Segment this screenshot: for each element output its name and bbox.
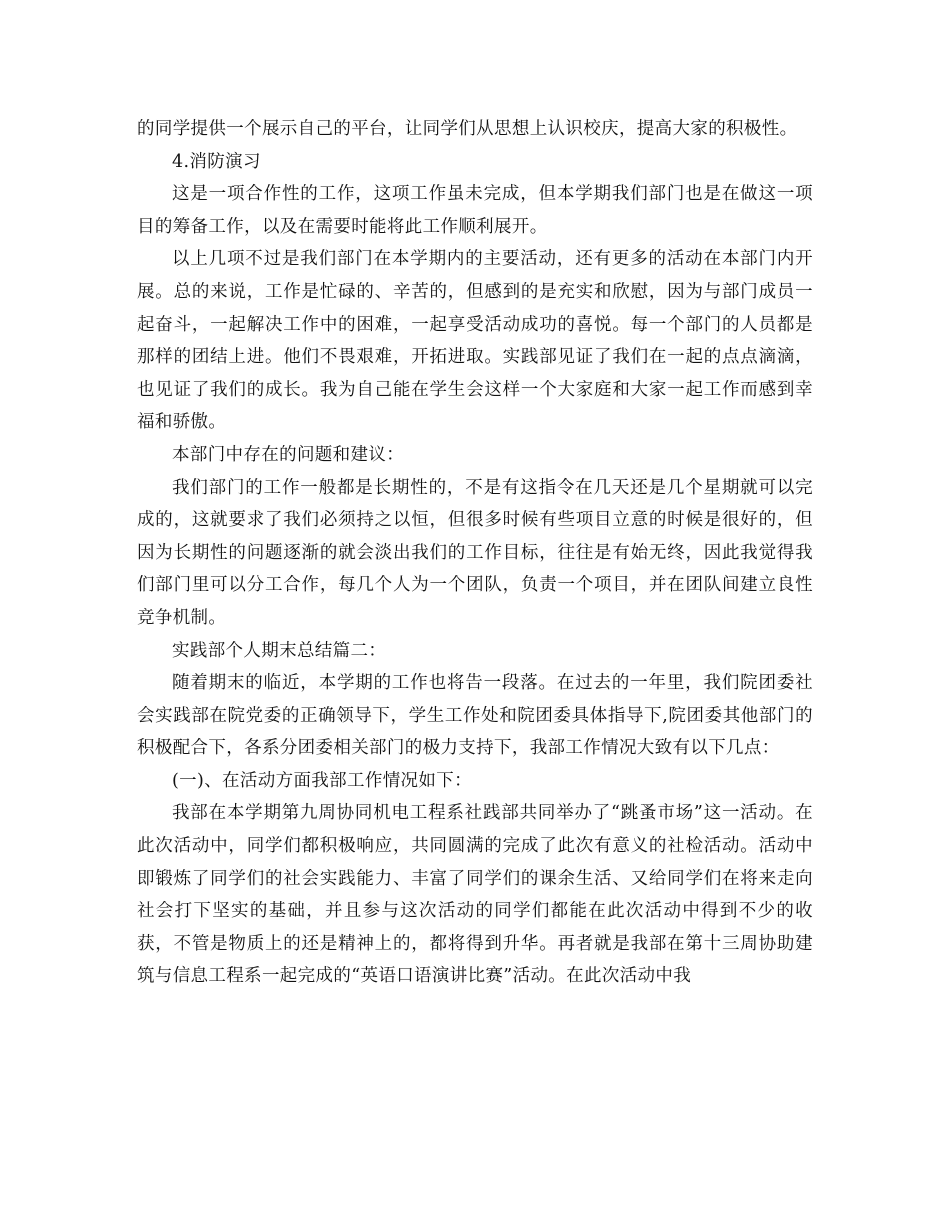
paragraph-7-heading: 实践部个人期末总结篇二： xyxy=(172,640,387,661)
paragraph-6: 我们部门的工作一般都是长期性的，不是有这指令在几天还是几个星期就可以完成的，这就要求了我们必须持之以恒，但很多时候有些项目立意的时候是很好的，但因为长期性的问题逐渐的就会淡出我们的工作目标，往往是有始无终，因此我觉得我们部门里可以分工合作，每几个人为一个团队，负责一个项目，并在团队间建立良性竞争机制。 xyxy=(137,477,813,628)
paragraph-2-heading: 4.消防演习 xyxy=(172,151,261,172)
paragraph-3: 这是一项合作性的工作，这项工作虽未完成，但本学期我们部门也是在做这一项目的筹备工作，以及在需要时能将此工作顺利展开。 xyxy=(137,184,813,237)
paragraph-9-heading: (一)、在活动方面我部工作情况如下： xyxy=(172,770,472,791)
paragraph-4: 以上几项不过是我们部门在本学期内的主要活动，还有更多的活动在本部门内开展。总的来说，工作是忙碌的、辛苦的，但感到的是充实和欣慰，因为与部门成员一起奋斗，一起解决工作中的困难，一起享受活动成功的喜悦。每一个部门的人员都是那样的团结上进。他们不畏艰难，开拓进取。实践部见证了我们在一起的点点滴滴，也见证了我们的成长。我为自己能在学生会这样一个大家庭和大家一起工作而感到幸福和骄傲。 xyxy=(137,249,813,433)
paragraph-1: 的同学提供一个展示自己的平台，让同学们从思想上认识校庆，提高大家的积极性。 xyxy=(137,119,798,139)
paragraph-5-heading: 本部门中存在的问题和建议： xyxy=(172,444,405,465)
paragraph-8: 随着期末的临近，本学期的工作也将告一段落。在过去的一年里，我们院团委社会实践部在院党委的正确领导下，学生工作处和院团委具体指导下,院团委其他部门的积极配合下，各系分团委相关部门的极力支持下，我部工作情况大致有以下几点： xyxy=(137,673,813,759)
paragraph-10: 我部在本学期第九周协同机电工程系社践部共同举办了“跳蚤市场”这一活动。在此次活动中，同学们都积极响应，共同圆满的完成了此次有意义的社检活动。活动中即锻炼了同学们的社会实践能力、丰富了同学们的课余生活、又给同学们在将来走向社会打下坚实的基础，并且参与这次活动的同学们都能在此次活动中得到不少的收获，不管是物质上的还是精神上的，都将得到升华。再者就是我部在第十三周协助建筑与信息工程系一起完成的“英语口语演讲比赛”活动。在此次活动中我 xyxy=(137,803,813,987)
document-body xyxy=(137,113,813,993)
